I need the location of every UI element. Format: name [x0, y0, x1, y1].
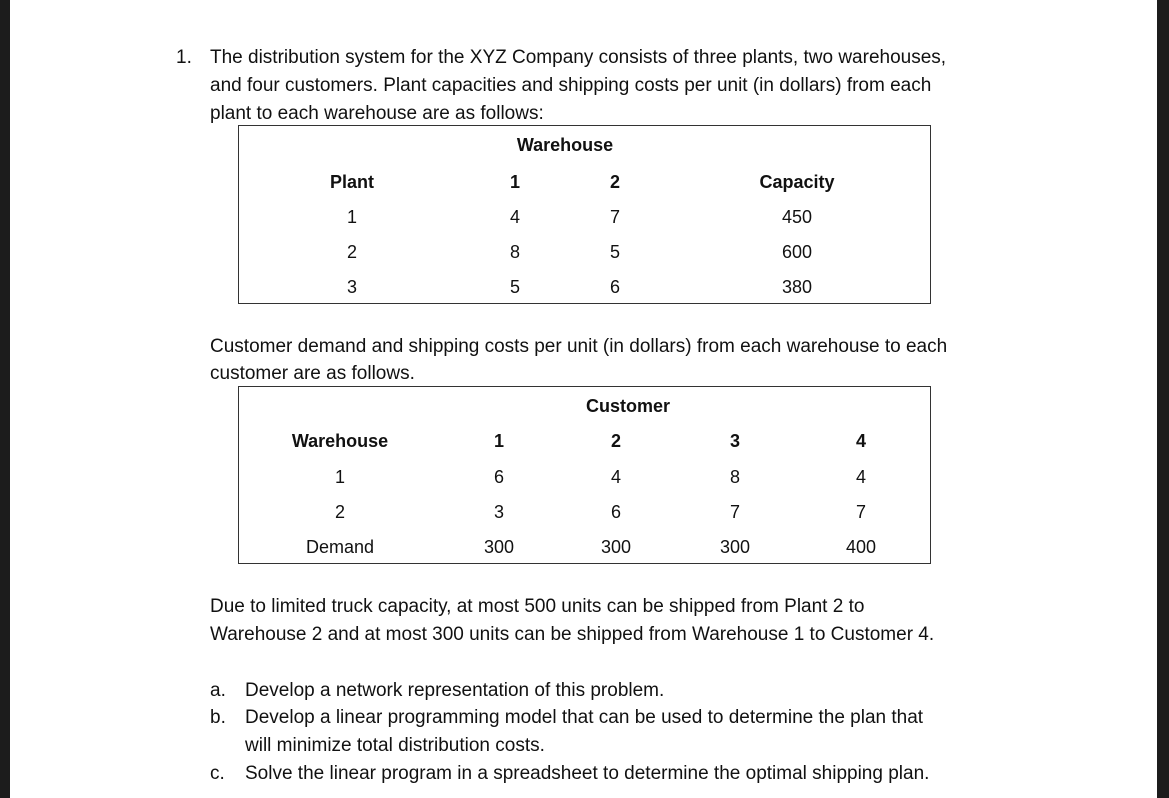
table-cell: 2 — [346, 242, 358, 262]
part-label: b. — [210, 707, 226, 728]
table-column-header: 2 — [609, 172, 621, 192]
table-cell: 6 — [493, 467, 505, 487]
table-cell: 2 — [334, 502, 346, 522]
part-label: a. — [210, 680, 226, 701]
table-column-header: Capacity — [759, 172, 835, 192]
table-column-header: 3 — [729, 431, 741, 451]
table-cell: 300 — [600, 537, 632, 557]
table-cell: 4 — [855, 467, 867, 487]
table-cell: 6 — [610, 502, 622, 522]
table-cell: 300 — [719, 537, 751, 557]
paragraph-line: Warehouse 2 and at most 300 units can be shipped from Warehouse 1 to Customer 4. — [210, 624, 935, 645]
table-cell: 5 — [509, 277, 521, 297]
intro-line: plant to each warehouse are as follows: — [210, 103, 544, 124]
table-cell: 300 — [483, 537, 515, 557]
table-cell: 600 — [781, 242, 813, 262]
table-cell: 4 — [610, 467, 622, 487]
part-text: Develop a network representation of this problem. — [245, 680, 665, 701]
intro-line: The distribution system for the XYZ Company consists of three plants, two warehouses, — [210, 47, 947, 68]
question-number: 1. — [176, 47, 192, 68]
table-column-header: 2 — [610, 431, 622, 451]
table-column-header: 1 — [509, 172, 521, 192]
table-cell: 8 — [729, 467, 741, 487]
table-cell: 3 — [346, 277, 358, 297]
table-cell: 5 — [609, 242, 621, 262]
plant-warehouse-table — [238, 125, 931, 304]
intro-line: and four customers. Plant capacities and shipping costs per unit (in dollars) from each — [210, 75, 932, 96]
part-label: c. — [210, 763, 225, 784]
table-cell: 4 — [509, 207, 521, 227]
document-page — [10, 0, 1157, 798]
table-cell: 1 — [346, 207, 358, 227]
table-cell: 6 — [609, 277, 621, 297]
table-cell: 7 — [729, 502, 741, 522]
table-group-header: Customer — [585, 396, 671, 416]
paragraph-line: Customer demand and shipping costs per unit (in dollars) from each warehouse to each — [210, 336, 948, 357]
table-group-header: Warehouse — [516, 135, 614, 155]
table-column-header: Plant — [329, 172, 375, 192]
paragraph-line: customer are as follows. — [210, 363, 415, 384]
table-cell: 3 — [493, 502, 505, 522]
table-cell: 380 — [781, 277, 813, 297]
table-column-header: Warehouse — [291, 431, 389, 451]
table-cell: 8 — [509, 242, 521, 262]
table-column-header: 4 — [855, 431, 867, 451]
table-column-header: 1 — [493, 431, 505, 451]
table-cell: 450 — [781, 207, 813, 227]
part-text: will minimize total distribution costs. — [245, 735, 545, 756]
part-text: Solve the linear program in a spreadsheet to determine the optimal shipping plan. — [245, 763, 930, 784]
warehouse-customer-table — [238, 386, 931, 564]
table-cell: 1 — [334, 467, 346, 487]
table-cell: 7 — [609, 207, 621, 227]
paragraph-line: Due to limited truck capacity, at most 500 units can be shipped from Plant 2 to — [210, 596, 865, 617]
table-cell: 7 — [855, 502, 867, 522]
table-cell: 400 — [845, 537, 877, 557]
part-text: Develop a linear programming model that can be used to determine the plan that — [245, 707, 924, 728]
table-cell: Demand — [305, 537, 375, 557]
